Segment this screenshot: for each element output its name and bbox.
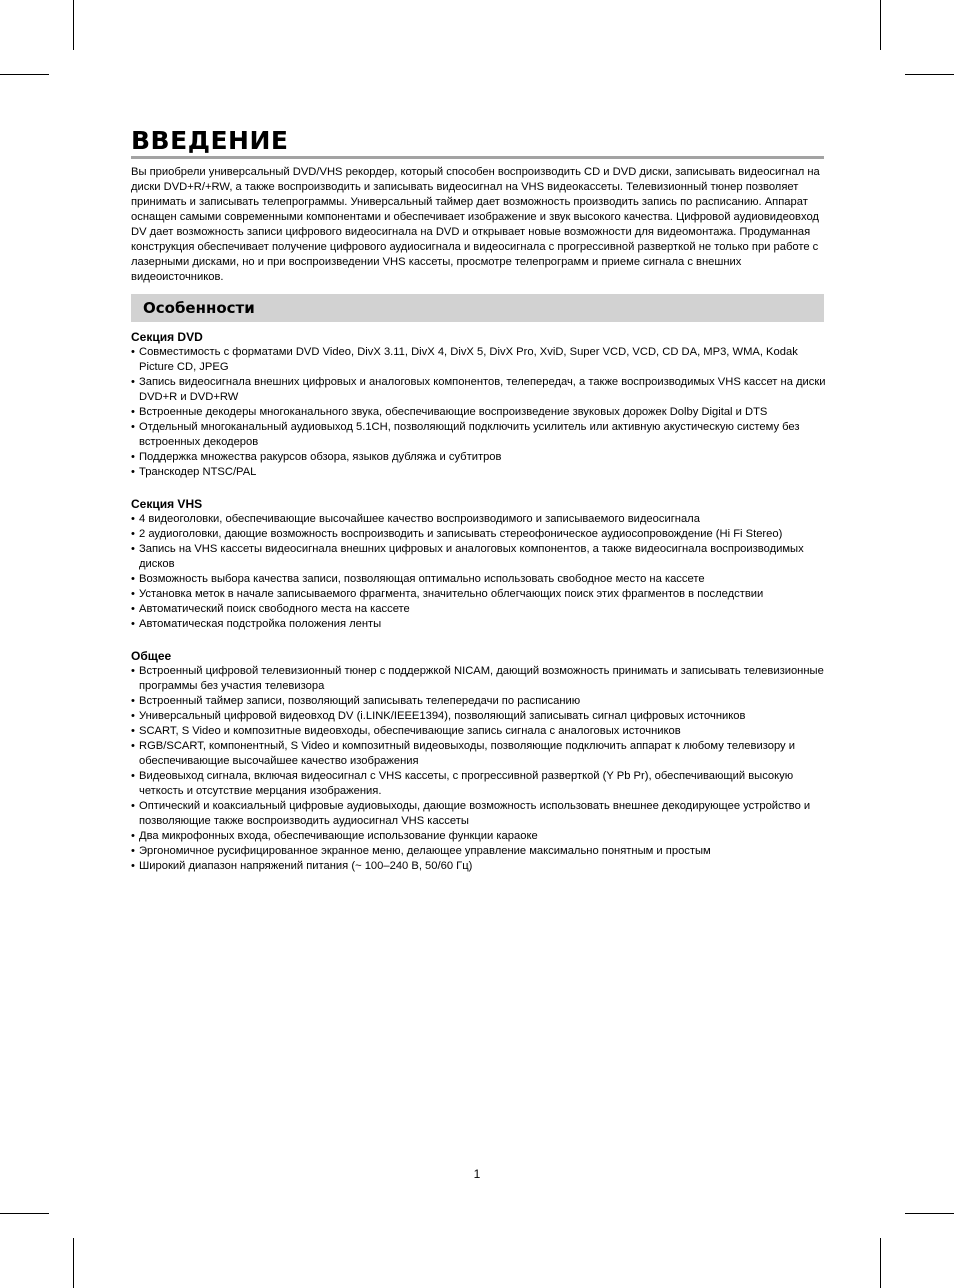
crop-mark-top-right-horizontal [905, 74, 954, 75]
list-item: • Встроенный таймер записи, позволяющий записывать телепередачи по расписанию [131, 694, 831, 709]
crop-mark-top-left-vertical [73, 0, 74, 50]
list-item: • Широкий диапазон напряжений питания (~ 100–240 В, 50/60 Гц) [131, 859, 831, 874]
list-item: • Поддержка множества ракурсов обзора, языков дубляжа и субтитров [131, 450, 831, 465]
crop-mark-bottom-right-vertical [880, 1238, 881, 1288]
crop-mark-bottom-left-horizontal [0, 1213, 49, 1214]
features-heading: Особенности [143, 299, 255, 317]
page-number: 1 [473, 1167, 481, 1181]
section-title: Общее [131, 649, 172, 663]
page-content [131, 126, 831, 874]
list-item: • Возможность выбора качества записи, позволяющая оптимально использовать свободное место на кассете [131, 572, 831, 587]
feature-list [131, 345, 831, 480]
list-item: • 4 видеоголовки, обеспечивающие высочайшее качество воспроизводимого и записываемого видеосигнала [131, 512, 831, 527]
list-item: • RGB/SCART, компонентный, S Video и композитный видеовыходы, позволяющие подключить аппарат к любому телевизору и обеспечивающие высочайшее качество изображения [131, 739, 831, 769]
section-title: Секция VHS [131, 497, 203, 511]
list-item: • Автоматический поиск свободного места на кассете [131, 602, 831, 617]
crop-mark-top-left-horizontal [0, 74, 49, 75]
list-item: • Отдельный многоканальный аудиовыход 5.1CH, позволяющий подключить усилитель или активную акустическую систему без встроенных декодеров [131, 420, 831, 450]
section-general [131, 649, 831, 874]
features-band [131, 294, 824, 322]
list-item: • Оптический и коаксиальный цифровые аудиовыходы, дающие возможность использовать внешнее декодирующее устройство и позволяющие также воспроизводить аудиосигнал VHS кассеты [131, 799, 831, 829]
section-vhs [131, 497, 831, 632]
list-item: • Эргономичное русифицированное экранное меню, делающее управление максимально понятным и простым [131, 844, 831, 859]
list-item: • SCART, S Video и композитные видеовходы, обеспечивающие запись сигнала с аналоговых источников [131, 724, 831, 739]
page-title: ВВЕДЕНИЕ [131, 126, 289, 155]
section-dvd [131, 330, 831, 480]
feature-list [131, 512, 831, 632]
list-item: • Автоматическая подстройка положения ленты [131, 617, 831, 632]
list-item: • Два микрофонных входа, обеспечивающие использование функции караоке [131, 829, 831, 844]
list-item: • Совместимость с форматами DVD Video, DivX 3.11, DivX 4, DivX 5, DivX Pro, XviD, Super VCD, VCD, CD DA, MP3, WMA, Kodak Picture CD, JPEG [131, 345, 831, 375]
list-item: • Встроенные декодеры многоканального звука, обеспечивающие воспроизведение звуковых дорожек Dolby Digital и DTS [131, 405, 831, 420]
list-item: • Универсальный цифровой видеовход DV (i.LINK/IEEE1394), позволяющий записывать сигнал цифровых источников [131, 709, 831, 724]
feature-list [131, 664, 831, 874]
section-title: Секция DVD [131, 330, 203, 344]
list-item: • Видеовыход сигнала, включая видеосигнал с VHS кассеты, с прогрессивной разверткой (Y Pb Pr), обеспечивающий высокую четкость и отсутствие мерцания изображения. [131, 769, 831, 799]
crop-mark-top-right-vertical [880, 0, 881, 50]
title-underline [131, 156, 824, 159]
crop-mark-bottom-left-vertical [73, 1238, 74, 1288]
list-item: • Установка меток в начале записываемого фрагмента, значительно облегчающих поиск этих фрагментов в последствии [131, 587, 831, 602]
list-item: • Запись видеосигнала внешних цифровых и аналоговых компонентов, телепередач, а также воспроизводимых VHS кассет на диски DVD+R и DVD+RW [131, 375, 831, 405]
list-item: • 2 аудиоголовки, дающие возможность воспроизводить и записывать стереофоническое аудиосопровождение (Hi Fi Stereo) [131, 527, 831, 542]
intro-paragraph: Вы приобрели универсальный DVD/VHS рекордер, который способен воспроизводить CD и DVD диски, записывать видеосигнал на диски DVD+R/+RW, а также воспроизводить и записывать видеосигнал на VHS видеокассеты. Телевизионный тюнер позволяет принимать и записывать телепрограммы. Универсальный таймер дает возможность производить запись по расписанию. Аппарат оснащен самыми современными компонентами и обеспечивает изображение и звук высокого качества. Цифровой аудиовидеовход DV дает возможность записи цифрового видеосигнала на DVD и открывает новые возможности для видеомонтажа. Продуманная конструкция обеспечивает получение цифрового аудиосигнала и видеосигнала с прогрессивной разверткой не только при работе с лазерными дисками, но и при воспроизведении VHS кассеты, просмотре телепрограмм и приеме сигнала с внешних видеоисточников. [131, 166, 820, 283]
crop-mark-bottom-right-horizontal [905, 1213, 954, 1214]
list-item: • Транскодер NTSC/PAL [131, 465, 831, 480]
list-item: • Запись на VHS кассеты видеосигнала внешних цифровых и аналоговых компонентов, а также видеосигнала воспроизводимых дисков [131, 542, 831, 572]
list-item: • Встроенный цифровой телевизионный тюнер с поддержкой NICAM, дающий возможность принимать и записывать телевизионные программы без участия телевизора [131, 664, 831, 694]
